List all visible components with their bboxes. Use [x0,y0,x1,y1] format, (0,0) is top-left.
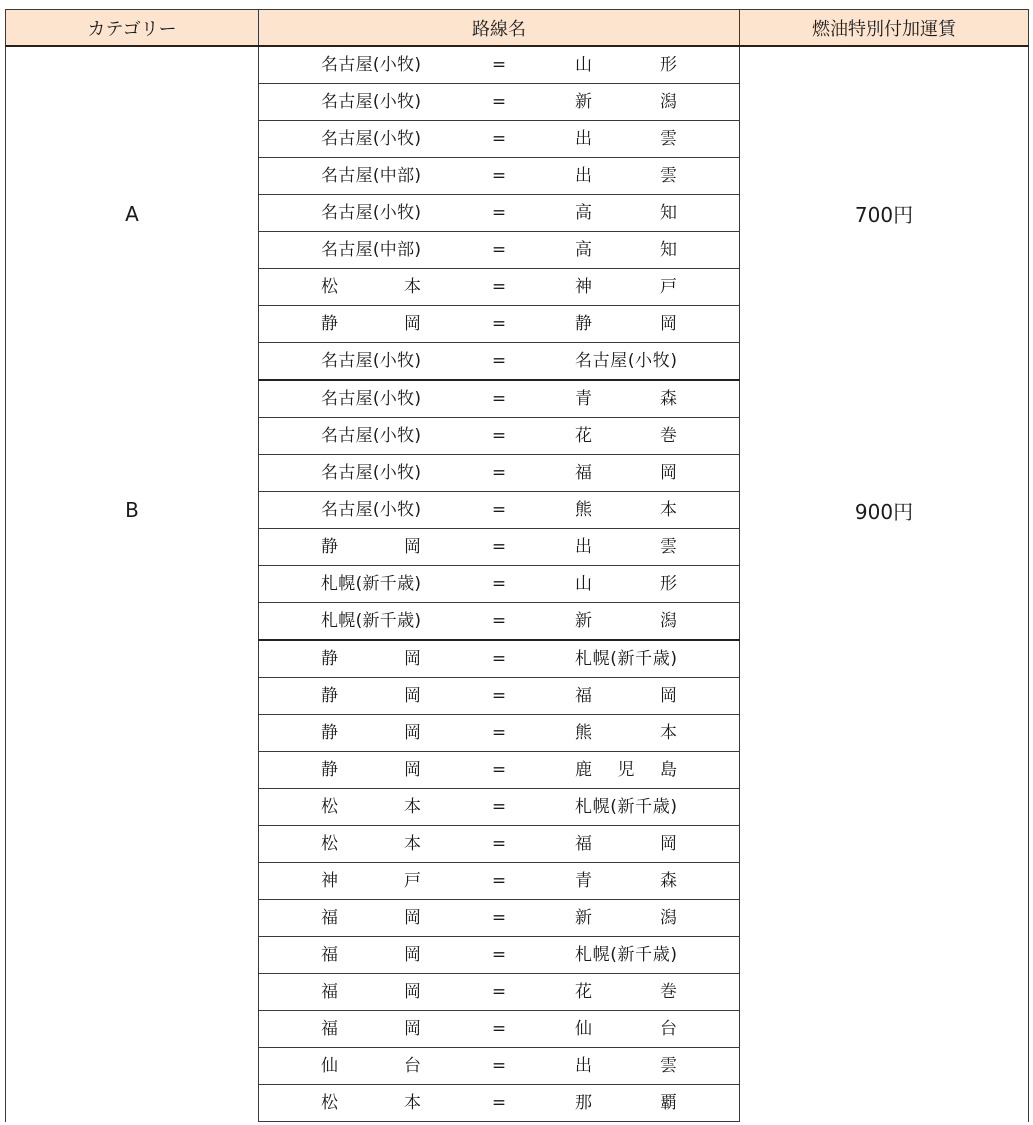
route-origin: 松 本 [321,277,421,297]
route-origin: 名古屋(小牧) [321,389,421,409]
route-cell [259,306,740,343]
route-separator: = [491,389,507,409]
route-destination: 高 知 [575,203,677,223]
route-destination: 青 森 [575,389,677,409]
route-destination: 出 雲 [575,166,677,186]
route-separator: = [491,871,507,891]
route-separator: = [491,426,507,446]
route-destination: 熊 本 [575,500,677,520]
route-destination: 神 戸 [575,277,677,297]
route-separator: = [491,203,507,223]
route-origin: 名古屋(小牧) [321,203,421,223]
route-origin: 名古屋(小牧) [321,92,421,112]
route-origin: 福 岡 [321,982,421,1002]
route-origin: 静 岡 [321,686,421,706]
route-origin: 名古屋(小牧) [321,351,421,371]
route-origin: 仙 台 [321,1056,421,1076]
route-destination: 名古屋(小牧) [575,351,677,371]
surcharge-cell: 700円 [740,46,1029,380]
route-cell [259,900,740,937]
route-destination: 出 雲 [575,537,677,557]
route-separator: = [491,537,507,557]
route-cell [259,789,740,826]
route-cell [259,121,740,158]
route-cell [259,529,740,566]
category-cell [6,640,259,1122]
route-separator: = [491,277,507,297]
route-separator: = [491,945,507,965]
route-destination: 山 形 [575,55,677,75]
route-destination: 花 巻 [575,982,677,1002]
route-separator: = [491,351,507,371]
route-origin: 松 本 [321,1093,421,1113]
route-destination: 山 形 [575,574,677,594]
route-separator: = [491,1056,507,1076]
route-cell [259,1085,740,1122]
table-row [6,380,1029,418]
route-destination: 仙 台 [575,1019,677,1039]
route-destination: 静 岡 [575,314,677,334]
category-cell: B [6,380,259,640]
route-separator: = [491,166,507,186]
route-origin: 松 本 [321,797,421,817]
route-destination: 花 巻 [575,426,677,446]
header-route: 路線名 [259,10,740,47]
route-destination: 出 雲 [575,1056,677,1076]
route-cell [259,1011,740,1048]
route-destination: 新 潟 [575,92,677,112]
route-destination: 鹿 児 島 [575,760,677,780]
route-origin: 神 戸 [321,871,421,891]
route-origin: 福 岡 [321,1019,421,1039]
route-destination: 札幌(新千歳) [575,797,677,817]
route-destination: 熊 本 [575,723,677,743]
route-separator: = [491,982,507,1002]
route-cell [259,232,740,269]
route-origin: 名古屋(小牧) [321,426,421,446]
table-row [6,46,1029,84]
route-origin: 静 岡 [321,537,421,557]
route-cell [259,863,740,900]
route-separator: = [491,1019,507,1039]
route-cell [259,343,740,381]
route-separator: = [491,574,507,594]
route-separator: = [491,1093,507,1113]
route-cell [259,269,740,306]
route-cell [259,1048,740,1085]
route-origin: 名古屋(小牧) [321,55,421,75]
route-destination: 高 知 [575,240,677,260]
route-cell [259,492,740,529]
route-destination: 那 覇 [575,1093,677,1113]
route-destination: 福 岡 [575,834,677,854]
route-destination: 青 森 [575,871,677,891]
route-cell [259,455,740,492]
route-cell [259,826,740,863]
route-separator: = [491,797,507,817]
route-origin: 名古屋(小牧) [321,463,421,483]
surcharge-cell: 900円 [740,380,1029,640]
route-cell [259,752,740,789]
route-cell [259,195,740,232]
header-row [6,10,1029,47]
route-destination: 福 岡 [575,463,677,483]
route-origin: 静 岡 [321,314,421,334]
route-separator: = [491,129,507,149]
route-separator: = [491,92,507,112]
route-separator: = [491,611,507,631]
route-cell [259,158,740,195]
route-separator: = [491,834,507,854]
route-cell [259,380,740,418]
route-cell [259,418,740,455]
route-destination: 新 潟 [575,611,677,631]
route-origin: 静 岡 [321,649,421,669]
route-origin: 名古屋(小牧) [321,500,421,520]
route-origin: 松 本 [321,834,421,854]
route-cell [259,46,740,84]
surcharge-table [5,9,1029,1122]
route-separator: = [491,723,507,743]
route-origin: 静 岡 [321,723,421,743]
route-separator: = [491,240,507,260]
route-origin: 名古屋(中部) [321,166,421,186]
route-cell [259,937,740,974]
route-separator: = [491,649,507,669]
route-destination: 札幌(新千歳) [575,649,677,669]
route-cell [259,603,740,641]
route-origin: 札幌(新千歳) [321,611,421,631]
route-origin: 札幌(新千歳) [321,574,421,594]
route-separator: = [491,500,507,520]
route-separator: = [491,908,507,928]
table-row [6,640,1029,678]
route-cell [259,974,740,1011]
route-origin: 名古屋(中部) [321,240,421,260]
route-destination: 出 雲 [575,129,677,149]
route-separator: = [491,686,507,706]
route-separator: = [491,760,507,780]
route-cell [259,678,740,715]
route-separator: = [491,314,507,334]
route-separator: = [491,55,507,75]
route-destination: 新 潟 [575,908,677,928]
route-cell [259,715,740,752]
category-cell: A [6,46,259,380]
route-destination: 福 岡 [575,686,677,706]
route-separator: = [491,463,507,483]
route-origin: 福 岡 [321,945,421,965]
route-cell [259,566,740,603]
route-cell [259,84,740,121]
header-category: カテゴリー [6,10,259,47]
route-cell [259,640,740,678]
route-origin: 福 岡 [321,908,421,928]
header-surcharge: 燃油特別付加運賃 [740,10,1029,47]
table-body [6,46,1029,1122]
route-origin: 名古屋(小牧) [321,129,421,149]
route-origin: 静 岡 [321,760,421,780]
route-destination: 札幌(新千歳) [575,945,677,965]
surcharge-cell [740,640,1029,1122]
